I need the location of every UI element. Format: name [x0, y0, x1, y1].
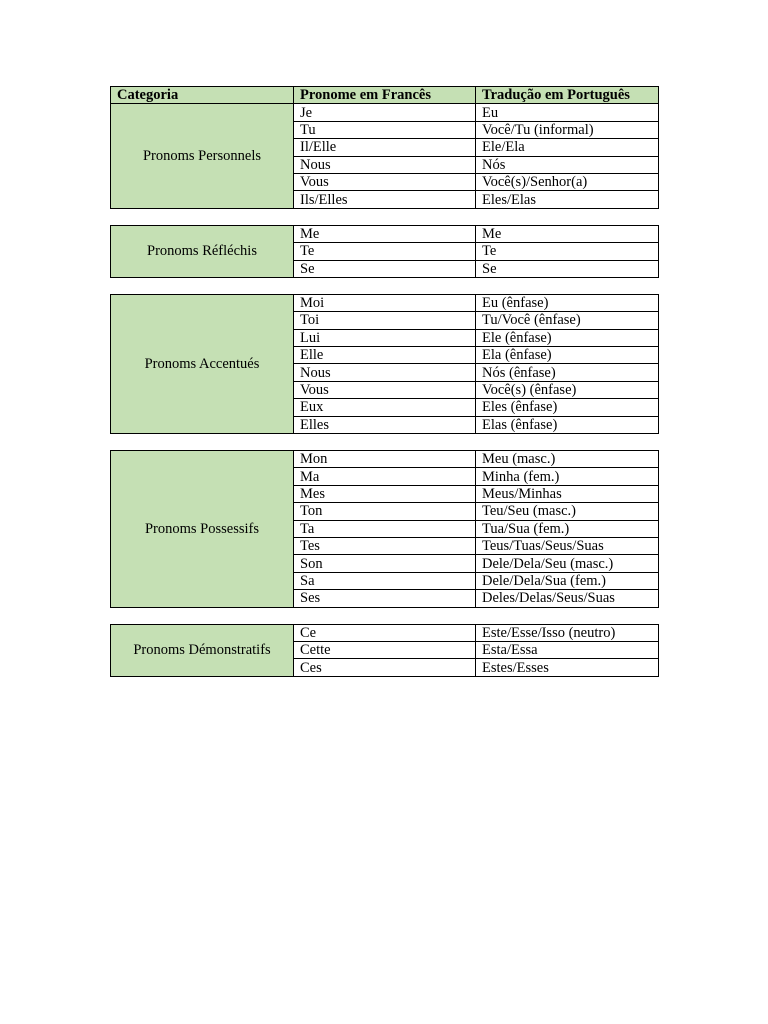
portuguese-translation-cell: Este/Esse/Isso (neutro): [476, 624, 659, 641]
portuguese-translation-cell: Eu: [476, 104, 659, 121]
portuguese-translation-cell: Deles/Delas/Seus/Suas: [476, 590, 659, 607]
pronoun-table-group: [110, 624, 659, 677]
portuguese-translation-cell: Você(s)/Senhor(a): [476, 173, 659, 190]
portuguese-translation-cell: Teus/Tuas/Seus/Suas: [476, 537, 659, 554]
french-pronoun-cell: Nous: [294, 364, 476, 381]
category-cell: Pronoms Personnels: [111, 104, 294, 208]
portuguese-translation-cell: Nós (ênfase): [476, 364, 659, 381]
pronoun-table-group: [110, 86, 659, 209]
table-row: [111, 294, 659, 311]
french-pronoun-cell: Ton: [294, 503, 476, 520]
french-pronoun-cell: Elle: [294, 347, 476, 364]
french-pronoun-cell: Cette: [294, 641, 476, 658]
french-pronoun-cell: Son: [294, 555, 476, 572]
table-row: [111, 104, 659, 121]
french-pronoun-cell: Eux: [294, 399, 476, 416]
french-pronoun-cell: Ce: [294, 624, 476, 641]
french-pronoun-cell: Te: [294, 243, 476, 260]
french-pronoun-cell: Ses: [294, 590, 476, 607]
portuguese-translation-cell: Meu (masc.): [476, 451, 659, 468]
table-row: [111, 225, 659, 242]
header-pronome-frances: Pronome em Francês: [294, 87, 476, 104]
portuguese-translation-cell: Me: [476, 225, 659, 242]
french-pronoun-cell: Nous: [294, 156, 476, 173]
table-header-row: [111, 87, 659, 104]
french-pronoun-cell: Mes: [294, 485, 476, 502]
portuguese-translation-cell: Tu/Você (ênfase): [476, 312, 659, 329]
portuguese-translation-cell: Ela (ênfase): [476, 347, 659, 364]
french-pronoun-cell: Mon: [294, 451, 476, 468]
portuguese-translation-cell: Dele/Dela/Seu (masc.): [476, 555, 659, 572]
portuguese-translation-cell: Eu (ênfase): [476, 294, 659, 311]
french-pronoun-cell: Elles: [294, 416, 476, 433]
pronoun-table-group: [110, 294, 659, 434]
french-pronoun-cell: Moi: [294, 294, 476, 311]
portuguese-translation-cell: Meus/Minhas: [476, 485, 659, 502]
french-pronoun-cell: Ils/Elles: [294, 191, 476, 208]
portuguese-translation-cell: Eles/Elas: [476, 191, 659, 208]
category-cell: Pronoms Démonstratifs: [111, 624, 294, 676]
french-pronoun-cell: Lui: [294, 329, 476, 346]
french-pronoun-cell: Vous: [294, 381, 476, 398]
header-traducao-portugues: Tradução em Português: [476, 87, 659, 104]
french-pronoun-cell: Il/Elle: [294, 139, 476, 156]
portuguese-translation-cell: Nós: [476, 156, 659, 173]
french-pronoun-cell: Sa: [294, 572, 476, 589]
portuguese-translation-cell: Ele (ênfase): [476, 329, 659, 346]
portuguese-translation-cell: Você/Tu (informal): [476, 121, 659, 138]
portuguese-translation-cell: Dele/Dela/Sua (fem.): [476, 572, 659, 589]
french-pronoun-cell: Me: [294, 225, 476, 242]
portuguese-translation-cell: Elas (ênfase): [476, 416, 659, 433]
french-pronoun-cell: Ces: [294, 659, 476, 676]
category-cell: Pronoms Accentués: [111, 294, 294, 433]
portuguese-translation-cell: Teu/Seu (masc.): [476, 503, 659, 520]
portuguese-translation-cell: Esta/Essa: [476, 641, 659, 658]
french-pronoun-cell: Toi: [294, 312, 476, 329]
category-cell: Pronoms Possessifs: [111, 451, 294, 608]
french-pronoun-cell: Se: [294, 260, 476, 277]
french-pronoun-cell: Tes: [294, 537, 476, 554]
table-row: [111, 624, 659, 641]
french-pronoun-cell: Je: [294, 104, 476, 121]
pronoun-table-group: [110, 450, 659, 608]
french-pronoun-cell: Tu: [294, 121, 476, 138]
portuguese-translation-cell: Estes/Esses: [476, 659, 659, 676]
table-row: [111, 451, 659, 468]
portuguese-translation-cell: Minha (fem.): [476, 468, 659, 485]
french-pronoun-cell: Ma: [294, 468, 476, 485]
portuguese-translation-cell: Te: [476, 243, 659, 260]
portuguese-translation-cell: Ele/Ela: [476, 139, 659, 156]
pronoun-document: [110, 86, 658, 677]
category-cell: Pronoms Réfléchis: [111, 225, 294, 277]
pronoun-table-group: [110, 225, 659, 278]
portuguese-translation-cell: Tua/Sua (fem.): [476, 520, 659, 537]
french-pronoun-cell: Ta: [294, 520, 476, 537]
header-categoria: Categoria: [111, 87, 294, 104]
portuguese-translation-cell: Você(s) (ênfase): [476, 381, 659, 398]
portuguese-translation-cell: Se: [476, 260, 659, 277]
french-pronoun-cell: Vous: [294, 173, 476, 190]
portuguese-translation-cell: Eles (ênfase): [476, 399, 659, 416]
